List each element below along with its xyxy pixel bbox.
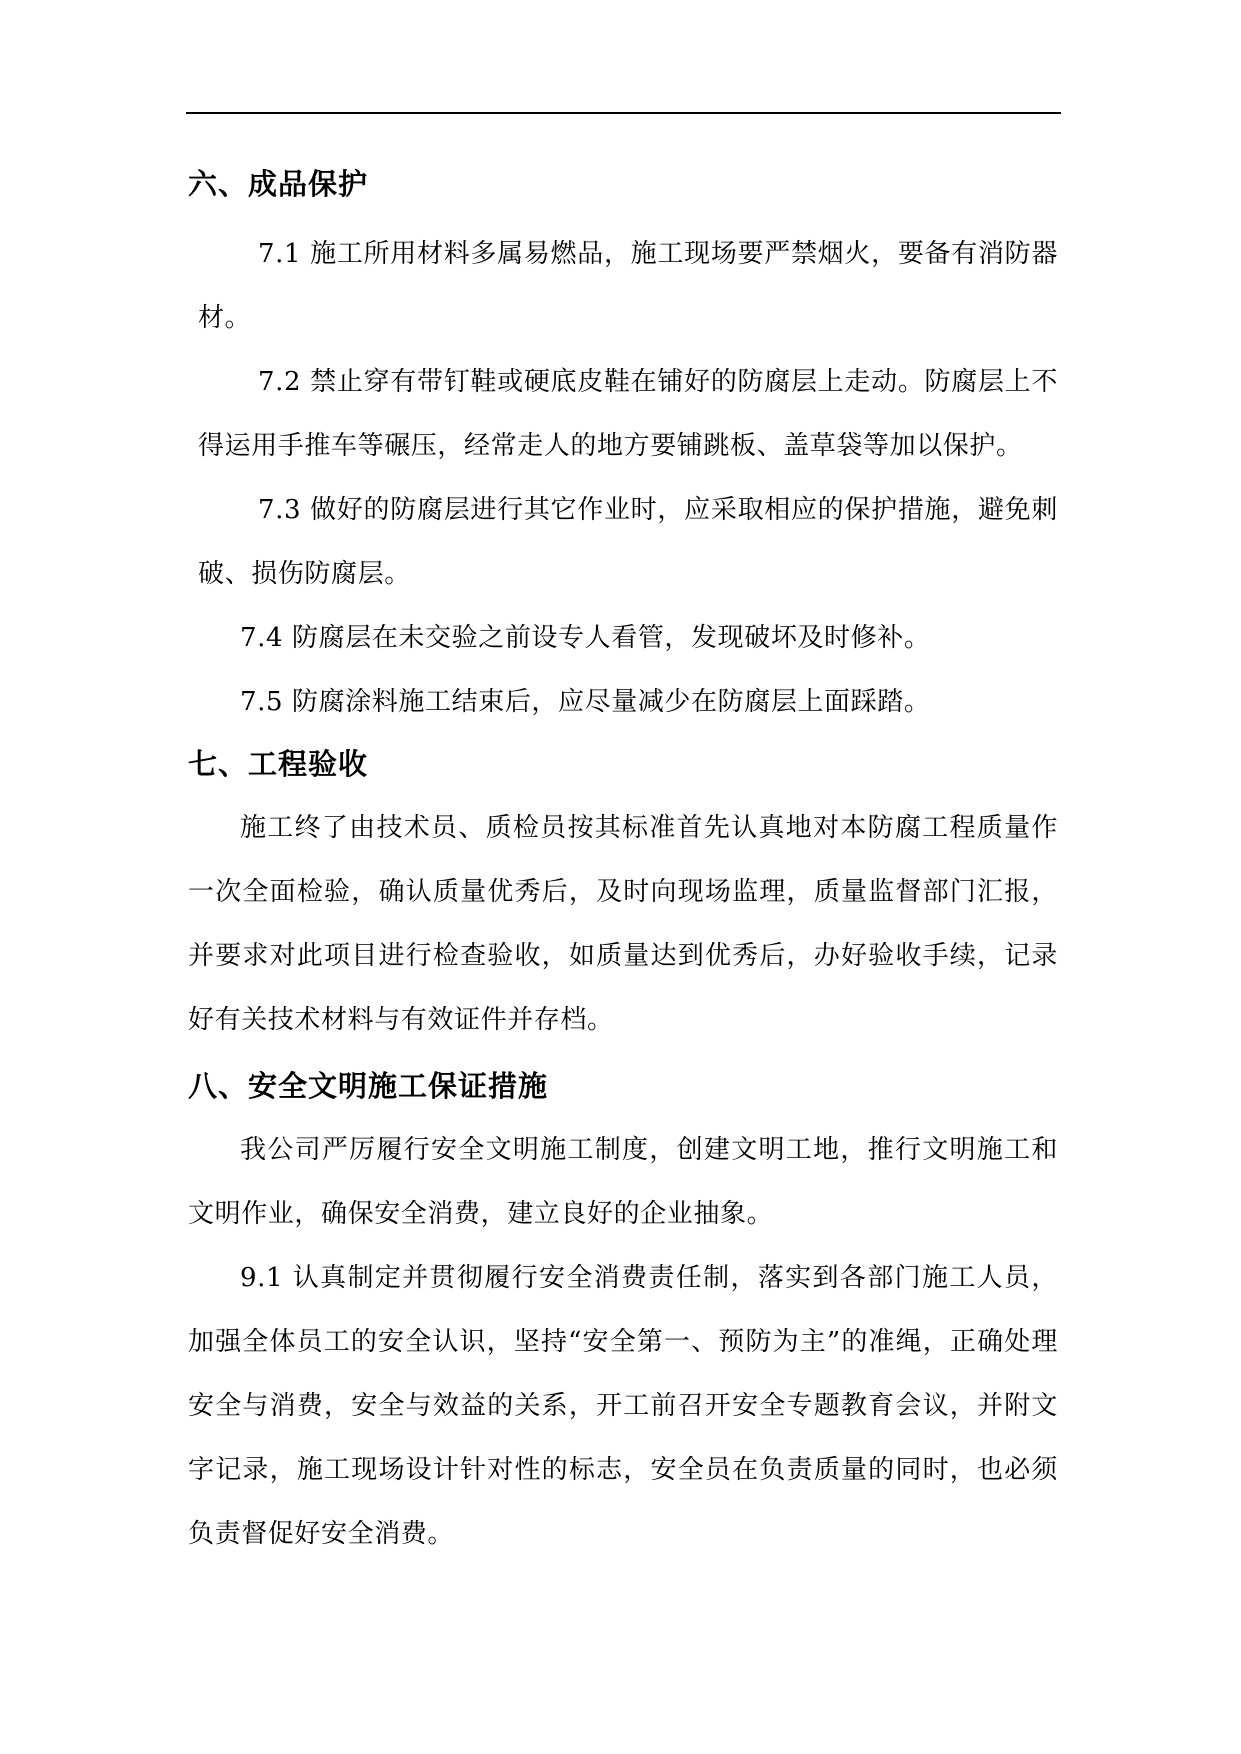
paragraph-7-2: 7.2 禁止穿有带钉鞋或硬底皮鞋在铺好的防腐层上走动。防腐层上不得运用手推车等碾压，经常走人的地方要铺跳板、盖草袋等加以保护。 xyxy=(198,367,1058,461)
document-body xyxy=(188,150,1058,1566)
paragraph-7-3: 7.3 做好的防腐层进行其它作业时，应采取相应的保护措施，避免刺破、损伤防腐层。 xyxy=(198,495,1058,589)
section-heading-safety: 八、安全文明施工保证措施 xyxy=(188,1069,549,1103)
paragraph-7-5: 7.5 防腐涂料施工结束后，应尽量减少在防腐层上面踩踏。 xyxy=(240,687,931,717)
paragraph-safety-intro: 我公司严厉履行安全文明施工制度，创建文明工地，推行文明施工和文明作业，确保安全消费，建立良好的企业抽象。 xyxy=(188,1135,1058,1229)
paragraph-7-1: 7.1 施工所用材料多属易燃品，施工现场要严禁烟火，要备有消防器材。 xyxy=(198,239,1058,333)
paragraph-acceptance: 施工终了由技术员、质检员按其标准首先认真地对本防腐工程质量作一次全面检验，确认质量优秀后，及时向现场监理，质量监督部门汇报，并要求对此项目进行检查验收，如质量达到优秀后，办好验收手续，记录好有关技术材料与有效证件并存档。 xyxy=(188,813,1058,1035)
section-heading-acceptance: 七、工程验收 xyxy=(188,747,369,781)
paragraph-7-4: 7.4 防腐层在未交验之前设专人看管，发现破坏及时修补。 xyxy=(240,623,931,653)
header-rule xyxy=(186,112,1061,114)
paragraph-9-1: 9.1 认真制定并贯彻履行安全消费责任制，落实到各部门施工人员，加强全体员工的安全认识，坚持“安全第一、预防为主”的准绳，正确处理安全与消费，安全与效益的关系，开工前召开安全专题教育会议，并附文字记录，施工现场设计针对性的标志，安全员在负责质量的同时，也必须负责督促好安全消费。 xyxy=(188,1263,1058,1549)
section-heading-product-protection: 六、成品保护 xyxy=(188,167,369,201)
